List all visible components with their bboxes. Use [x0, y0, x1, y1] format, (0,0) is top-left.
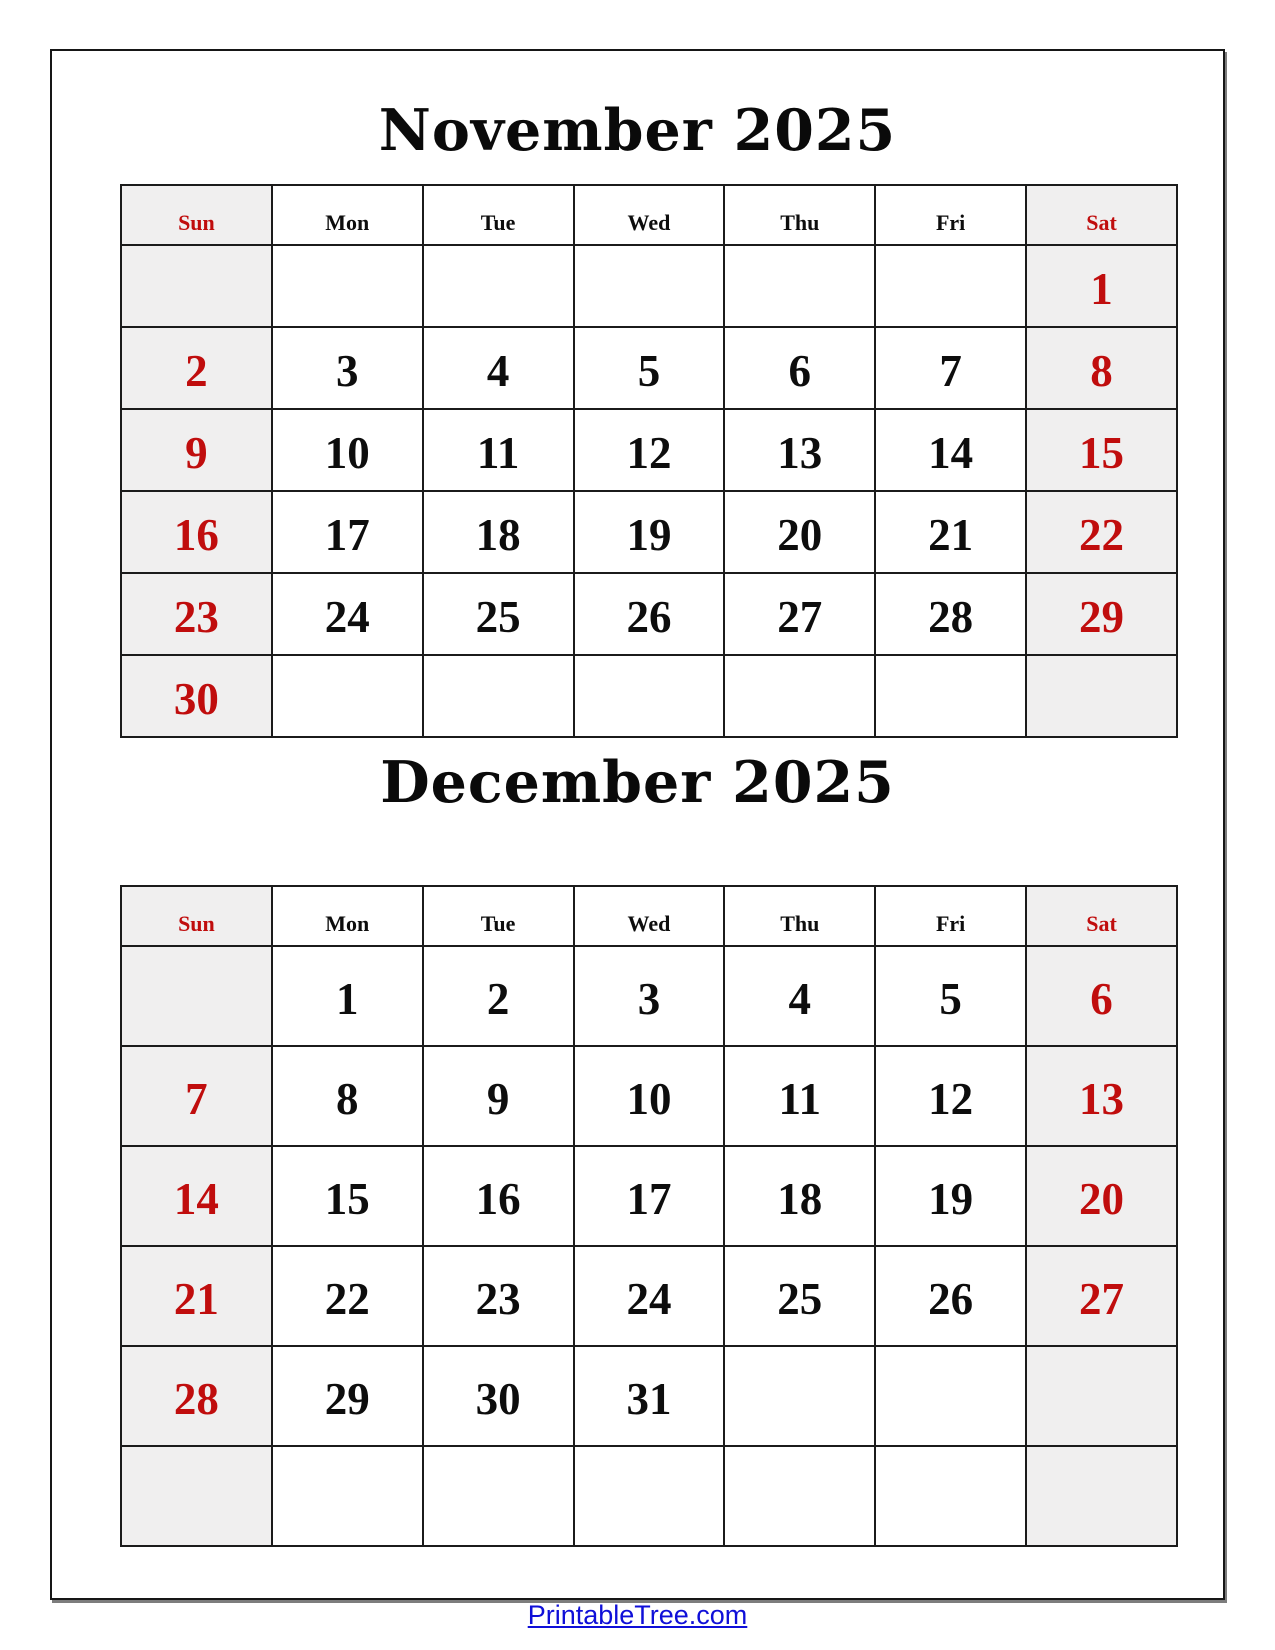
day-cell: 27 — [1026, 1246, 1177, 1346]
day-cell: 3 — [272, 327, 423, 409]
day-cell: 22 — [1026, 491, 1177, 573]
day-cell: 29 — [272, 1346, 423, 1446]
day-cell: 28 — [875, 573, 1026, 655]
day-cell: 1 — [1026, 245, 1177, 327]
day-cell: 5 — [574, 327, 725, 409]
day-cell: 14 — [121, 1146, 272, 1246]
weekday-fri: Fri — [875, 185, 1026, 245]
weekday-sun: Sun — [121, 886, 272, 946]
day-cell: 2 — [423, 946, 574, 1046]
day-cell: 13 — [724, 409, 875, 491]
day-cell: 15 — [272, 1146, 423, 1246]
empty-day-cell — [574, 245, 725, 327]
empty-day-cell — [1026, 655, 1177, 737]
week-row — [121, 409, 1177, 491]
weekday-wed: Wed — [574, 886, 725, 946]
day-cell: 12 — [875, 1046, 1026, 1146]
weekday-header-row — [121, 886, 1177, 946]
week-row — [121, 946, 1177, 1046]
week-row — [121, 491, 1177, 573]
week-row — [121, 1246, 1177, 1346]
weekday-sat: Sat — [1026, 185, 1177, 245]
day-cell: 5 — [875, 946, 1026, 1046]
empty-day-cell — [724, 655, 875, 737]
empty-day-cell — [423, 1446, 574, 1546]
week-row — [121, 655, 1177, 737]
day-cell: 7 — [875, 327, 1026, 409]
day-cell: 8 — [272, 1046, 423, 1146]
day-cell: 25 — [423, 573, 574, 655]
empty-day-cell — [724, 1446, 875, 1546]
day-cell: 22 — [272, 1246, 423, 1346]
day-cell: 10 — [272, 409, 423, 491]
empty-day-cell — [121, 946, 272, 1046]
day-cell: 21 — [875, 491, 1026, 573]
empty-day-cell — [121, 245, 272, 327]
day-cell: 29 — [1026, 573, 1177, 655]
weekday-fri: Fri — [875, 886, 1026, 946]
weekday-mon: Mon — [272, 886, 423, 946]
empty-day-cell — [875, 1446, 1026, 1546]
weekday-thu: Thu — [724, 886, 875, 946]
empty-day-cell — [272, 245, 423, 327]
weekday-wed: Wed — [574, 185, 725, 245]
week-row — [121, 573, 1177, 655]
day-cell: 23 — [423, 1246, 574, 1346]
week-row — [121, 1446, 1177, 1546]
week-row — [121, 1346, 1177, 1446]
day-cell: 30 — [423, 1346, 574, 1446]
day-cell: 24 — [574, 1246, 725, 1346]
day-cell: 20 — [1026, 1146, 1177, 1246]
day-cell: 31 — [574, 1346, 725, 1446]
day-cell: 28 — [121, 1346, 272, 1446]
day-cell: 19 — [574, 491, 725, 573]
footer — [0, 1600, 1275, 1631]
day-cell: 23 — [121, 573, 272, 655]
weekday-header-row — [121, 185, 1177, 245]
day-cell: 12 — [574, 409, 725, 491]
empty-day-cell — [272, 1446, 423, 1546]
week-row — [121, 327, 1177, 409]
day-cell: 25 — [724, 1246, 875, 1346]
empty-day-cell — [724, 245, 875, 327]
day-cell: 4 — [724, 946, 875, 1046]
day-cell: 20 — [724, 491, 875, 573]
day-cell: 18 — [724, 1146, 875, 1246]
day-cell: 14 — [875, 409, 1026, 491]
week-row — [121, 1046, 1177, 1146]
day-cell: 3 — [574, 946, 725, 1046]
empty-day-cell — [121, 1446, 272, 1546]
footer-link[interactable]: PrintableTree.com — [527, 1600, 748, 1630]
weekday-mon: Mon — [272, 185, 423, 245]
empty-day-cell — [875, 655, 1026, 737]
calendar-table-november — [120, 184, 1178, 738]
day-cell: 4 — [423, 327, 574, 409]
day-cell: 11 — [423, 409, 574, 491]
day-cell: 27 — [724, 573, 875, 655]
empty-day-cell — [272, 655, 423, 737]
day-cell: 6 — [724, 327, 875, 409]
weekday-sat: Sat — [1026, 886, 1177, 946]
day-cell: 18 — [423, 491, 574, 573]
empty-day-cell — [724, 1346, 875, 1446]
calendar-table-december — [120, 885, 1178, 1547]
day-cell: 15 — [1026, 409, 1177, 491]
day-cell: 7 — [121, 1046, 272, 1146]
empty-day-cell — [574, 655, 725, 737]
day-cell: 9 — [121, 409, 272, 491]
day-cell: 26 — [574, 573, 725, 655]
empty-day-cell — [875, 1346, 1026, 1446]
weekday-tue: Tue — [423, 185, 574, 245]
day-cell: 13 — [1026, 1046, 1177, 1146]
empty-day-cell — [875, 245, 1026, 327]
day-cell: 1 — [272, 946, 423, 1046]
empty-day-cell — [423, 655, 574, 737]
day-cell: 24 — [272, 573, 423, 655]
day-cell: 10 — [574, 1046, 725, 1146]
day-cell: 9 — [423, 1046, 574, 1146]
day-cell: 16 — [423, 1146, 574, 1246]
month-title-december: December 2025 — [380, 749, 895, 816]
day-cell: 26 — [875, 1246, 1026, 1346]
day-cell: 8 — [1026, 327, 1177, 409]
day-cell: 17 — [574, 1146, 725, 1246]
day-cell: 2 — [121, 327, 272, 409]
day-cell: 30 — [121, 655, 272, 737]
day-cell: 11 — [724, 1046, 875, 1146]
weekday-thu: Thu — [724, 185, 875, 245]
day-cell: 6 — [1026, 946, 1177, 1046]
day-cell: 17 — [272, 491, 423, 573]
week-row — [121, 1146, 1177, 1246]
day-cell: 16 — [121, 491, 272, 573]
day-cell: 21 — [121, 1246, 272, 1346]
weekday-sun: Sun — [121, 185, 272, 245]
week-row — [121, 245, 1177, 327]
empty-day-cell — [1026, 1446, 1177, 1546]
empty-day-cell — [574, 1446, 725, 1546]
empty-day-cell — [423, 245, 574, 327]
weekday-tue: Tue — [423, 886, 574, 946]
day-cell: 19 — [875, 1146, 1026, 1246]
month-title-november: November 2025 — [378, 97, 897, 164]
empty-day-cell — [1026, 1346, 1177, 1446]
